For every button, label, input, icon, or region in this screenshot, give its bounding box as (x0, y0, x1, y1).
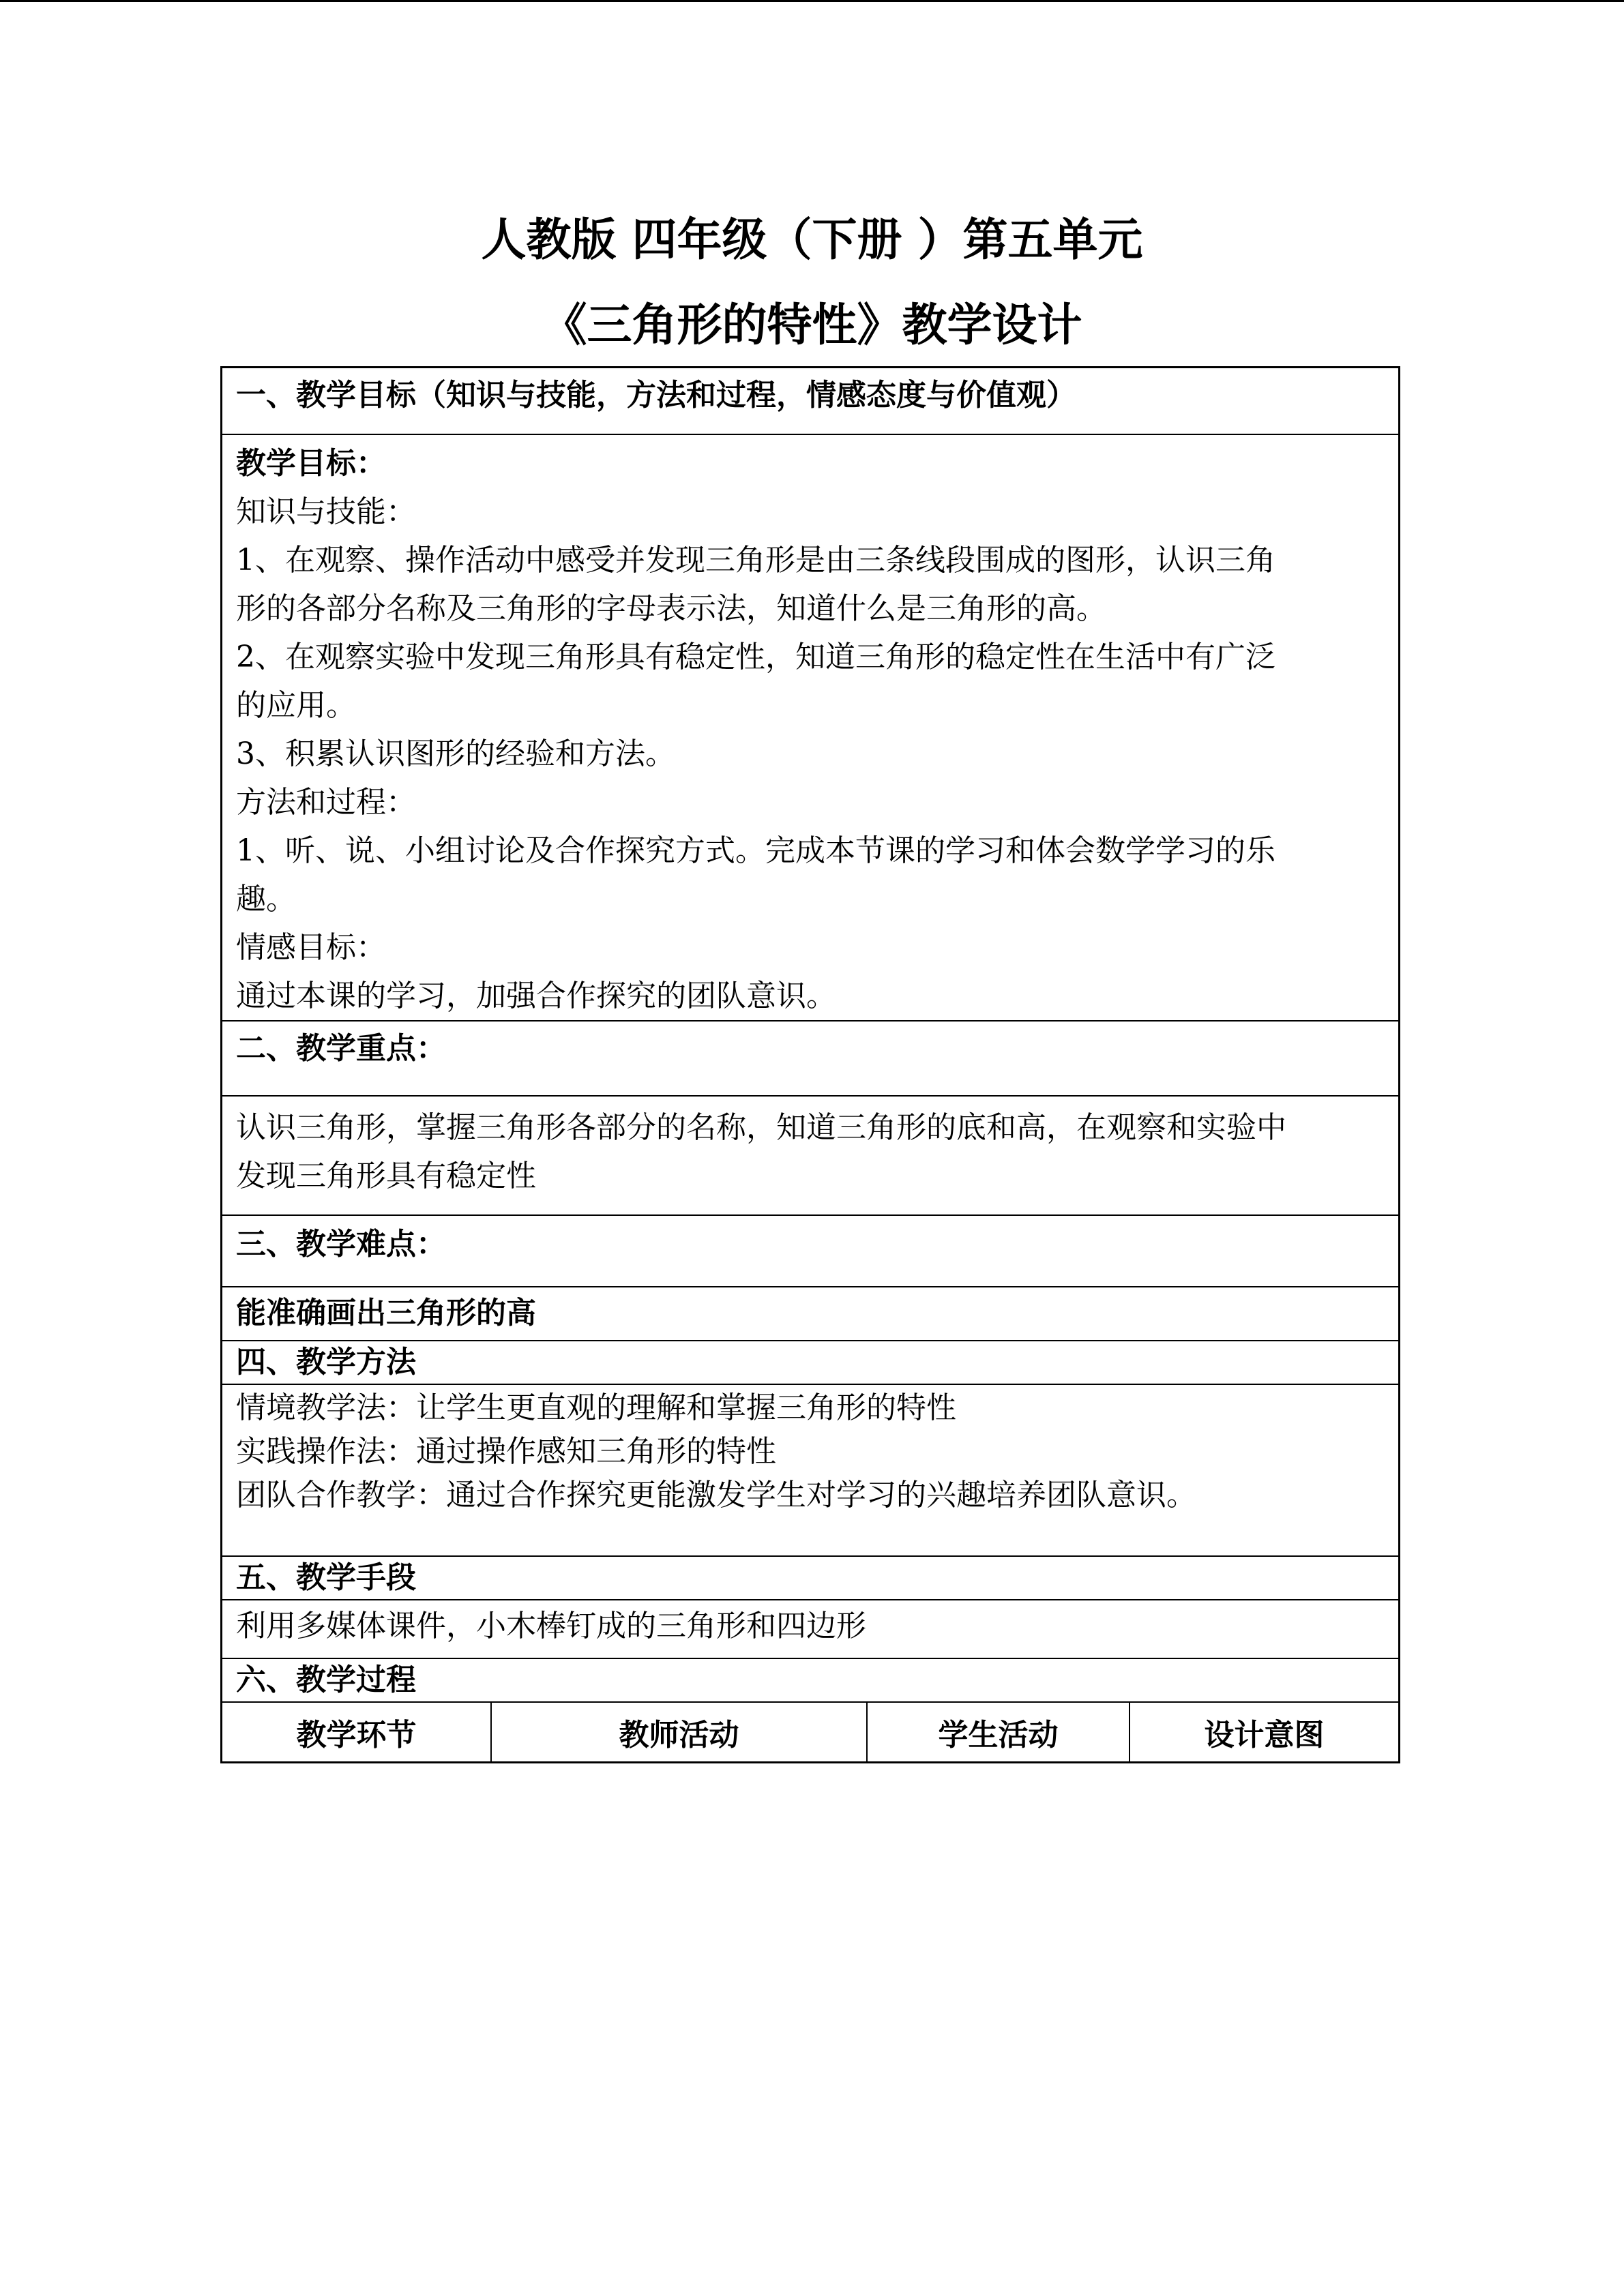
knowledge-label: 知识与技能： (236, 494, 416, 529)
difficulty-header: 三、教学难点： (222, 1216, 1398, 1287)
key-points-line-1: 认识三角形，掌握三角形各部分的名称，知道三角形的底和高，在观察和实验中 (236, 1110, 1286, 1145)
emotion-label: 情感目标： (236, 930, 386, 965)
method-practical: 实践操作法：通过操作感知三角形的特性 (236, 1434, 776, 1469)
document-title-line1: 人教版 四年级（下册 ）第五单元 (481, 213, 1143, 266)
key-points-header: 二、教学重点： (222, 1022, 1398, 1097)
key-points-content (222, 1097, 1398, 1216)
means-header: 五、教学手段 (222, 1557, 1398, 1600)
process-header: 六、教学过程 (222, 1659, 1398, 1703)
knowledge-item-2-line-1: 2、在观察实验中发现三角形具有稳定性，知道三角形的稳定性在生活中有广泛 (236, 640, 1275, 674)
objectives-header: 一、教学目标（知识与技能，方法和过程，情感态度与价值观） (222, 368, 1398, 435)
method-item-1-line-1: 1、听、说、小组讨论及合作探究方式。完成本节课的学习和体会数学学习的乐 (236, 833, 1275, 868)
knowledge-item-1-line-2: 形的各部分名称及三角形的字母表示法，知道什么是三角形的高。 (236, 591, 1106, 626)
knowledge-item-3: 3、积累认识图形的经验和方法。 (236, 736, 675, 771)
process-column-student: 学生活动 (868, 1703, 1130, 1761)
key-points-line-2: 发现三角形具有稳定性 (236, 1159, 536, 1193)
methods-content (222, 1385, 1398, 1557)
emotion-text: 通过本课的学习，加强合作探究的团队意识。 (236, 979, 836, 1013)
means-text: 利用多媒体课件，小木棒钉成的三角形和四边形 (222, 1600, 1398, 1659)
lesson-plan-table (220, 366, 1400, 1763)
top-border-line (0, 0, 1624, 2)
knowledge-item-1-line-1: 1、在观察、操作活动中感受并发现三角形是由三条线段围成的图形，认识三角 (236, 543, 1275, 578)
method-situational: 情境教学法：让学生更直观的理解和掌握三角形的特性 (236, 1390, 956, 1425)
process-column-teacher: 教师活动 (492, 1703, 868, 1761)
knowledge-item-2-line-2: 的应用。 (236, 688, 356, 723)
method-label: 方法和过程： (236, 785, 416, 820)
difficulty-text: 能准确画出三角形的高 (222, 1287, 1398, 1341)
process-column-stage: 教学环节 (222, 1703, 492, 1761)
process-table-header (222, 1703, 1398, 1761)
objectives-content (222, 435, 1398, 1022)
process-column-intent: 设计意图 (1204, 1718, 1325, 1753)
document-title-line2: 《三角形的特性》教学设计 (542, 299, 1082, 351)
method-teamwork: 团队合作教学：通过合作探究更能激发学生对学习的兴趣培养团队意识。 (236, 1478, 1196, 1512)
method-item-1-line-2: 趣。 (236, 882, 296, 916)
methods-header: 四、教学方法 (222, 1341, 1398, 1385)
objectives-label: 教学目标： (236, 446, 386, 481)
